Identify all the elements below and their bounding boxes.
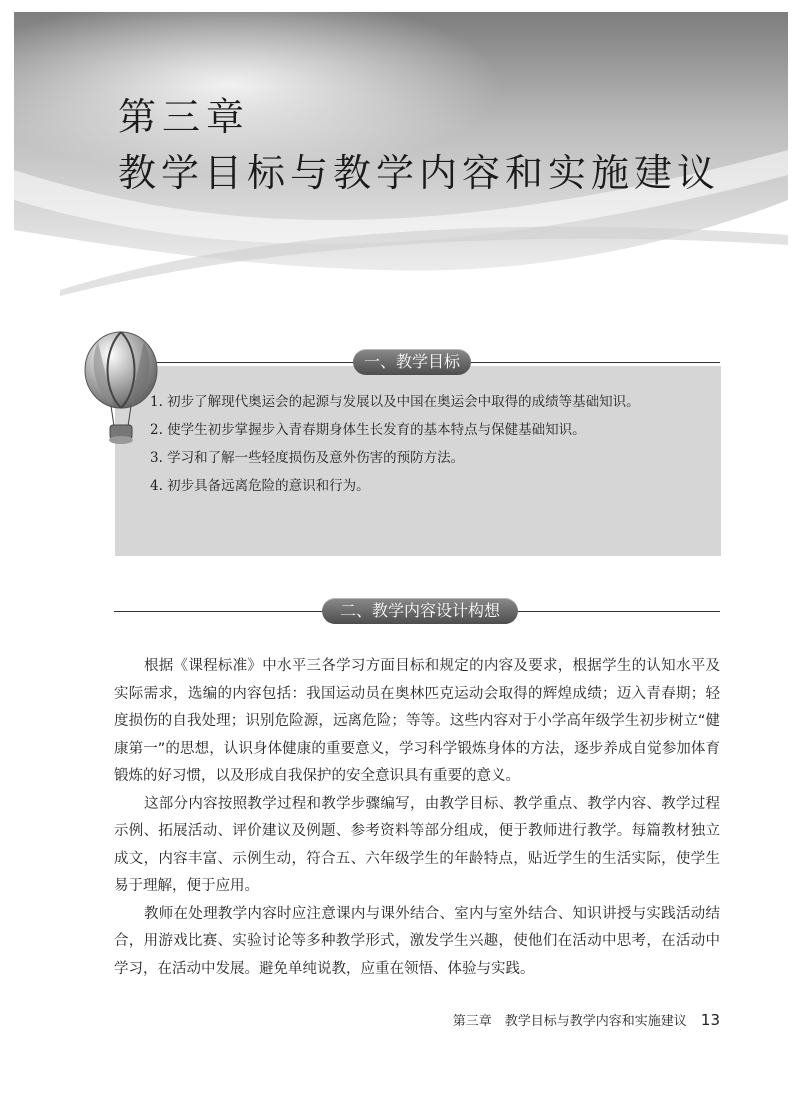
goal-item: 1. 初步了解现代奥运会的起源与发展以及中国在奥运会中取得的成绩等基础知识。 <box>150 394 640 410</box>
running-title: 第三章 教学目标与教学内容和实施建议 <box>452 1014 687 1029</box>
goal-item: 2. 使学生初步掌握步入青春期身体生长发育的基本特点与保健基础知识。 <box>150 422 586 438</box>
chapter-title-text: 教学目标与教学内容和实施建议 <box>118 151 721 195</box>
chapter-number: 第三章 <box>118 95 251 139</box>
goal-item: 3. 学习和了解一些轻度损伤及意外伤害的预防方法。 <box>150 450 465 466</box>
goal-item: 4. 初步具备远离危险的意识和行为。 <box>150 478 370 494</box>
page-footer <box>453 1010 720 1029</box>
body-paragraph: 根据《课程标准》中水平三各学习方面目标和规定的内容及要求，根据学生的认知水平及实际需求，选编的内容包括：我国运动员在奥林匹克运动会取得的辉煌成绩；迈入青春期；轻度损伤的自我处理；识别危险源，远离危险；等等。这些内容对于小学高年级学生初步树立“健康第一”的思想，认识身体健康的重要意义，学习科学锻炼身体的方法，逐步养成自觉参加体育锻炼的好习惯，以及形成自我保护的安全意识具有重要的意义。 <box>114 658 720 784</box>
teaching-goals-list <box>150 388 695 500</box>
section2-heading: 二、教学内容设计构想 <box>322 598 518 624</box>
body-paragraph: 教师在处理教学内容时应注意课内与课外结合、室内与室外结合、知识讲授与实践活动结合，用游戏比赛、实验讨论等多种教学形式，激发学生兴趣，使他们在活动中思考，在活动中学习，在活动中发展。避免单纯说教，应重在领悟、体验与实践。 <box>114 905 720 977</box>
content-design-text <box>114 653 720 983</box>
section1-heading: 一、教学目标 <box>353 349 471 375</box>
body-paragraph: 这部分内容按照教学过程和教学步骤编写，由教学目标、教学重点、教学内容、教学过程示例、拓展活动、评价建议及例题、参考资料等部分组成，便于教师进行教学。每篇教材独立成文，内容丰富、示例生动，符合五、六年级学生的年龄特点，贴近学生的生活实际，使学生易于理解，便于应用。 <box>114 795 720 894</box>
page-number: 13 <box>700 1011 720 1029</box>
chapter-title <box>118 90 720 200</box>
